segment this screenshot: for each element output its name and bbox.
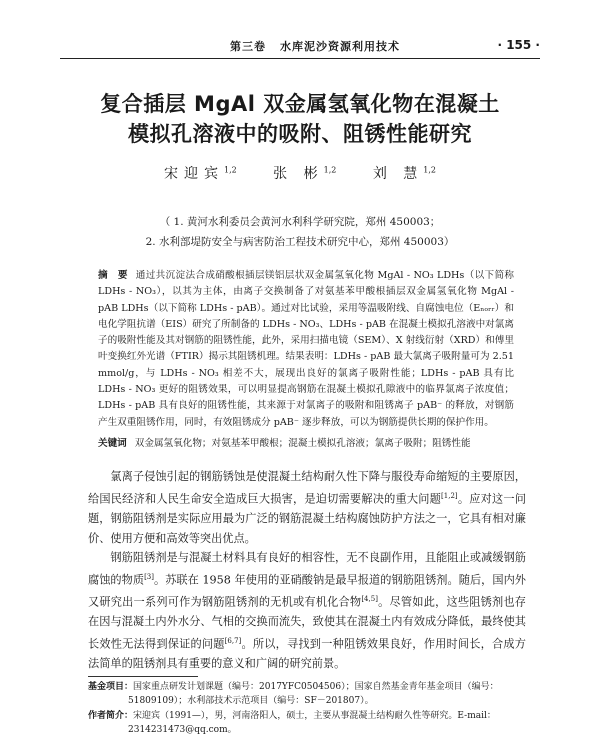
running-header (60, 38, 540, 56)
footnote-rule (88, 676, 198, 677)
paragraph (88, 467, 526, 548)
footnote-label: 作者简介： (88, 711, 134, 721)
journal-name (230, 38, 400, 54)
paragraph-text: 钢筋阻锈剂是与混凝土材料具有良好的相容性，无不良副作用，且能阻止或减缓钢筋腐蚀的物质 (88, 551, 526, 587)
abstract-label: 摘 要 (98, 270, 128, 281)
keywords-text: 双金属氢氧化物；对氨基苯甲酸根；混凝土模拟孔溶液；氯离子吸附；阻锈性能 (134, 438, 471, 449)
paragraph-text: 氯离子侵蚀引起的钢筋锈蚀是使混凝土结构耐久性下降与服役寿命缩短的主要原因，给国民经济和人民生命安全造成巨大损害，是迫切需要解决的重大问题 (88, 470, 526, 506)
citation: [3] (144, 572, 154, 581)
author (164, 166, 237, 182)
footnote-text-continued: 51809109）；水利部技术示范项目（编号：SF－201807）。 (128, 696, 374, 706)
footnote-text-continued: 2314231473@qq.com。 (128, 725, 237, 735)
header-rule (60, 58, 540, 59)
paragraph (88, 548, 526, 674)
footnote-funding (88, 680, 526, 708)
author-name: 宋迎宾 (163, 166, 224, 182)
affiliation-1: （ 1. 黄河水利委员会黄河水利科学研究院，郑州 450003； (159, 216, 441, 228)
body-text (88, 467, 526, 674)
author (373, 166, 436, 182)
abstract-text: 通过共沉淀法合成硝酸根插层镁铝层状双金属氢氧化物 MgAl - NO₃ LDHs（以下简称 LDHs - NO₃），以其为主体，由离子交换制备了对氨基苯甲酸根插层双金属氢氧化物 MgAl - pAB LDHs（以下简称 LDHs - pAB）。通过对比试验，采用等温吸附线、自腐蚀电位（Eₙₒᵣᵣ）和电化学阻抗谱（EIS）研究了所制备的 LDHs - NO₃、LDHs - pAB 在混凝土模拟孔溶液中对氯离子的吸附性能及其对钢筋的阻锈性能，此外，采用扫描电镜（SEM）、X 射线衍射（XRD）和傅里叶变换红外光谱（FTIR）揭示其阻锈机理。结果表明：LDHs - pAB 最大氯离子吸附量可为 2.51 mmol/g，与 LDHs - NO₃ 相差不大，展现出良好的氯离子吸附性能；LDHs - pAB 具有比 LDHs - NO₃ 更好的阻锈效果，可以明显提高钢筋在混凝土模拟孔隙液中的临界氯离子浓度值；LDHs - pAB 具有良好的阻锈性能，其来源于对氯离子的吸附和阻锈离子 pAB⁻ 的释放，对钢筋产生双重阻锈作用，同时，有效阻锈成分 pAB⁻ 逐步释放，可以为钢筋提供长期的保护作用。 (98, 270, 515, 428)
author-affiliation-mark: 1,2 (323, 165, 337, 175)
author-name: 张 彬 (273, 166, 324, 182)
citation: [6,7] (224, 636, 242, 645)
author (273, 166, 336, 182)
paper-title-line-1: 复合插层 MgAl 双金属氢氧化物在混凝土 (100, 92, 500, 116)
abstract (98, 268, 514, 431)
footnote-author-bio (88, 709, 526, 737)
author-list (0, 163, 600, 183)
paragraph-text: 。苏联在 1958 年使用的亚硝酸钠是最早报道的钢筋阻锈剂。随后，国内外又研究出一系列可作为钢筋阻锈剂的无机或有机化合物 (88, 573, 526, 609)
author-affiliation-mark: 1,2 (223, 165, 237, 175)
issue-label: 第三卷 (230, 40, 266, 53)
paper-title-line-2: 模拟孔溶液中的吸附、阻锈性能研究 (128, 122, 472, 146)
footnote-text: 国家重点研发计划课题（编号：2017YFC0504506）；国家自然基金青年基金项目（编号： (133, 682, 499, 692)
footnote-label: 基金项目： (88, 682, 134, 692)
author-name: 刘 慧 (372, 166, 424, 182)
affiliation-2: 2. 水利部堤防安全与病害防治工程技术研究中心，郑州 450003） (145, 236, 455, 248)
citation: [4,5] (361, 595, 378, 604)
footnote-text: 宋迎宾（1991—），男，河南洛阳人，硕士，主要从事混凝土结构耐久性等研究。E-mail： (133, 711, 496, 721)
page-number: · 155 · (497, 38, 540, 52)
paragraph-text: 。应对这一问题，钢筋阻锈剂是实际应用最为广泛的钢筋混凝土结构腐蚀防护方法之一，它具有相对廉价、使用方便和高效等突出优点。 (88, 492, 526, 545)
citation: [1,2] (441, 491, 458, 500)
paragraph-text: 。尽管如此，这些阻锈剂也存在因与混凝土内外水分、气相的交换而流失，致使其在混凝土内有效成分降低，最终使其长效性无法得到保证的问题 (88, 595, 526, 651)
paragraph-text: 。所以，寻找到一种阻锈效果良好，作用时间长，合成方法简单的阻锈剂具有重要的意义和广阔的研究前景。 (88, 637, 526, 671)
journal-title: 水库泥沙资源利用技术 (280, 40, 400, 53)
author-affiliation-mark: 1,2 (423, 165, 436, 175)
keywords-label: 关键词 (98, 438, 127, 449)
keywords (98, 435, 514, 449)
